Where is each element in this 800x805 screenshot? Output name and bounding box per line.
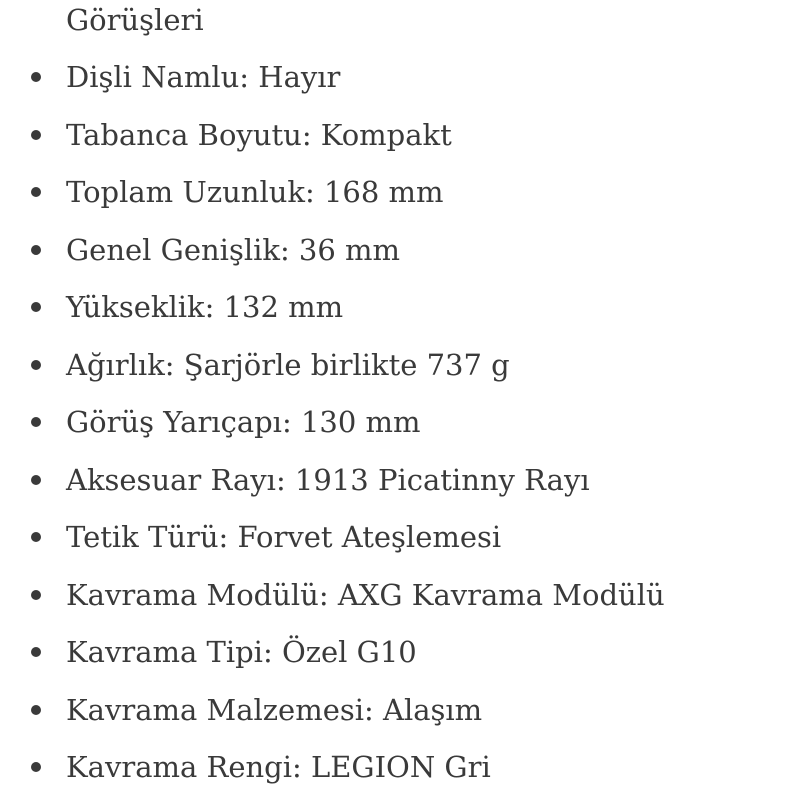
spec-text: Kavrama Tipi: Özel G10 <box>66 635 417 669</box>
bullet-icon <box>31 130 41 140</box>
spec-text: Görüş Yarıçapı: 130 mm <box>66 405 421 439</box>
bullet-icon <box>31 762 41 772</box>
bullet-icon <box>31 187 41 197</box>
bullet-icon <box>31 532 41 542</box>
spec-text: Kavrama Malzemesi: Alaşım <box>66 692 483 727</box>
spec-text: Aksesuar Rayı: 1913 Picatinny Rayı <box>66 462 590 497</box>
bullet-icon <box>31 245 41 255</box>
spec-text: Kavrama Rengi: LEGION Gri <box>66 750 491 784</box>
bullet-icon <box>31 360 41 370</box>
spec-text: Dişli Namlu: Hayır <box>66 60 341 94</box>
bullet-icon <box>31 417 41 427</box>
spec-text: Kavrama Modülü: AXG Kavrama Modülü <box>66 577 665 612</box>
spec-text: Tetik Türü: Forvet Ateşlemesi <box>66 520 502 554</box>
list-continuation-text: Görüşleri <box>66 3 204 37</box>
spec-text: Ağırlık: Şarjörle birlikte 737 g <box>66 347 510 382</box>
bullet-icon <box>31 72 41 82</box>
bullet-icon <box>31 705 41 715</box>
spec-text: Genel Genişlik: 36 mm <box>66 232 401 267</box>
bullet-icon <box>31 475 41 485</box>
bullet-icon <box>31 647 41 657</box>
bullet-icon <box>31 302 41 312</box>
spec-text: Toplam Uzunluk: 168 mm <box>66 175 444 209</box>
spec-text: Yükseklik: 132 mm <box>66 290 344 324</box>
bullet-icon <box>31 590 41 600</box>
spec-text: Tabanca Boyutu: Kompakt <box>66 117 452 152</box>
